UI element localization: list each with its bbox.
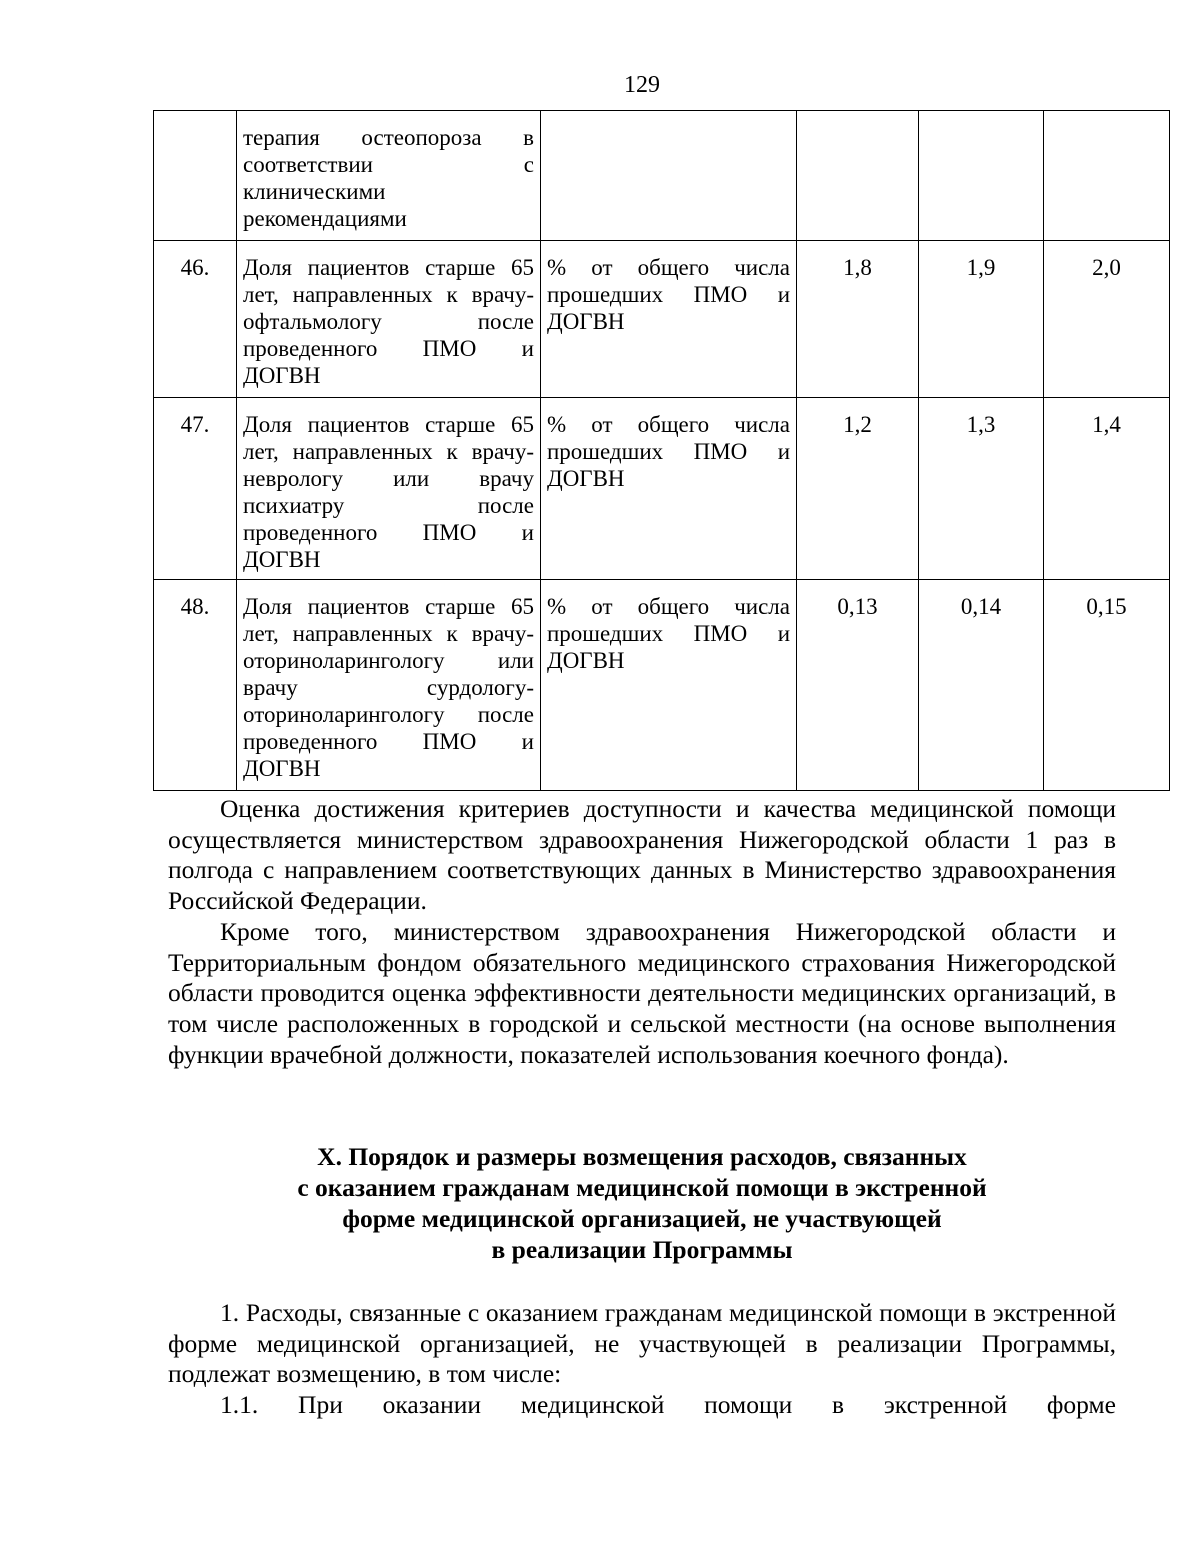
indicator-name: Доля пациентов старше 65 лет, направленных к врачу-неврологу или врачу психиатру после проведенного ПМО и ДОГВН [237,398,541,580]
table-row [154,398,1170,580]
indicator-name: Доля пациентов старше 65 лет, направленных к врачу-офтальмологу после проведенного ПМО и ДОГВН [237,241,541,398]
indicator-unit [541,111,797,241]
value-year-1: 1,2 [797,398,919,580]
value-year-3: 2,0 [1044,241,1170,398]
value-year-1: 1,8 [797,241,919,398]
table-row [154,580,1170,791]
value-year-3: 0,15 [1044,580,1170,791]
value-year-1: 0,13 [797,580,919,791]
section-text [168,1298,1116,1421]
heading-line: в реализации Программы [491,1235,793,1264]
page-number: 129 [624,72,660,98]
paragraph: Кроме того, министерством здравоохранения Нижегородской области и Территориальным фондом обязательного медицинского страхования Нижегородской области проводится оценка эффективности деятельности медицинских организаций, в том числе расположенных в городской и сельской местности (на основе выполнения функции врачебной должности, показателей использования коечного фонда). [168,916,1116,1069]
paragraph: 1. Расходы, связанные с оказанием гражданам медицинской помощи в экстренной форме медицинской организацией, не участвующей в реализации Программы, подлежат возмещению, в том числе: [168,1298,1116,1389]
criteria-table [153,110,1170,791]
heading-line: форме медицинской организацией, не участвующей [342,1204,942,1233]
paragraph: 1.1. При оказании медицинской помощи в экстренной форме [220,1390,1116,1420]
paragraph: Оценка достижения критериев доступности и качества медицинской помощи осуществляется министерством здравоохранения Нижегородской области 1 раз в полгода с направлением соответствующих данных в Министерство здравоохранения Российской Федерации. [168,794,1116,916]
indicator-name: Доля пациентов старше 65 лет, направленных к врачу-оториноларингологу или врачу сурдологу-оториноларингологу после проведенного ПМО и ДОГВН [237,580,541,791]
value-year-2: 0,14 [919,580,1044,791]
table-row [154,241,1170,398]
heading-line: с оказанием гражданам медицинской помощи в экстренной [297,1173,987,1202]
row-number: 47. [154,398,237,580]
assessment-text [168,794,1116,1070]
table-row [154,111,1170,241]
indicator-unit: % от общего числа прошедших ПМО и ДОГВН [541,241,797,398]
value-year-2: 1,9 [919,241,1044,398]
value-year-2: 1,3 [919,398,1044,580]
value-year-1 [797,111,919,241]
row-number: 46. [154,241,237,398]
heading-line: X. Порядок и размеры возмещения расходов, связанных [317,1142,967,1171]
value-year-3: 1,4 [1044,398,1170,580]
value-year-3 [1044,111,1170,241]
row-number [154,111,237,241]
indicator-name: терапия остеопороза в соответствии с клиническими рекомендациями [237,111,541,241]
indicator-unit: % от общего числа прошедших ПМО и ДОГВН [541,398,797,580]
indicator-unit: % от общего числа прошедших ПМО и ДОГВН [541,580,797,791]
value-year-2 [919,111,1044,241]
row-number: 48. [154,580,237,791]
section-heading [168,1141,1116,1265]
